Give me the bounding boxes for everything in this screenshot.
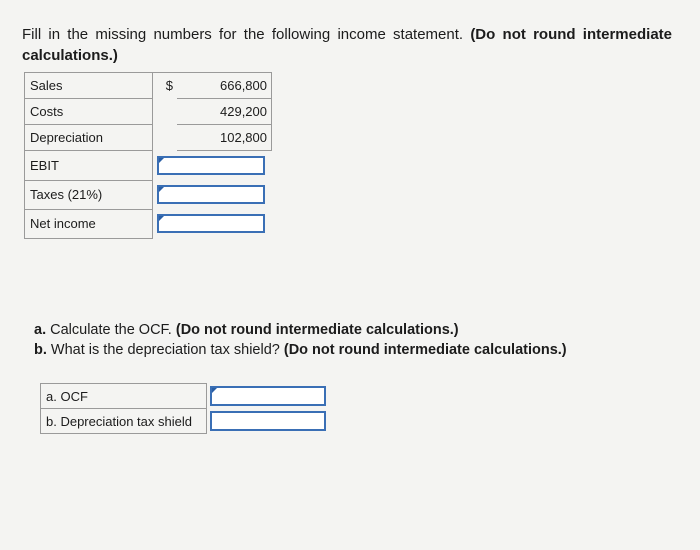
input-marker-icon <box>212 388 217 393</box>
input-marker-icon <box>159 158 164 163</box>
ebit-input[interactable] <box>157 156 265 175</box>
input-marker-icon <box>159 216 164 221</box>
table-row <box>41 384 329 409</box>
row-label-net-income: Net income <box>25 209 153 238</box>
table-row <box>25 99 272 125</box>
table-row <box>25 73 272 99</box>
taxes-input[interactable] <box>157 185 265 204</box>
instructions-bold: (Do not round intermediate calculations.) <box>22 26 672 64</box>
ocf-input[interactable] <box>210 386 326 406</box>
row-label-depreciation-tax-shield: b. Depreciation tax shield <box>41 409 207 434</box>
row-label-ocf: a. OCF <box>41 384 207 409</box>
instructions-text: Fill in the missing numbers for the following income statement. <box>22 26 464 43</box>
value-sales: 666,800 <box>177 73 272 99</box>
income-statement-table <box>24 72 272 239</box>
net-income-input[interactable] <box>157 214 265 233</box>
question-a: a. Calculate the OCF. (Do not round intermediate calculations.) <box>34 322 459 338</box>
row-label-taxes: Taxes (21%) <box>25 180 153 209</box>
table-row <box>25 125 272 151</box>
questions <box>34 320 567 360</box>
row-label-costs: Costs <box>25 99 153 125</box>
table-row <box>25 209 272 238</box>
answers-table <box>40 383 329 434</box>
input-marker-icon <box>159 187 164 192</box>
row-label-depreciation: Depreciation <box>25 125 153 151</box>
value-depreciation: 102,800 <box>177 125 272 151</box>
instructions <box>22 24 672 66</box>
row-label-ebit: EBIT <box>25 151 153 181</box>
table-row <box>25 180 272 209</box>
depreciation-tax-shield-input[interactable] <box>210 411 326 431</box>
table-row <box>25 151 272 181</box>
value-costs: 429,200 <box>177 99 272 125</box>
table-row <box>41 409 329 434</box>
question-b: b. What is the depreciation tax shield? (Do not round intermediate calculations.) <box>34 342 567 358</box>
row-label-sales: Sales <box>25 73 153 99</box>
currency-symbol: $ <box>153 73 178 99</box>
